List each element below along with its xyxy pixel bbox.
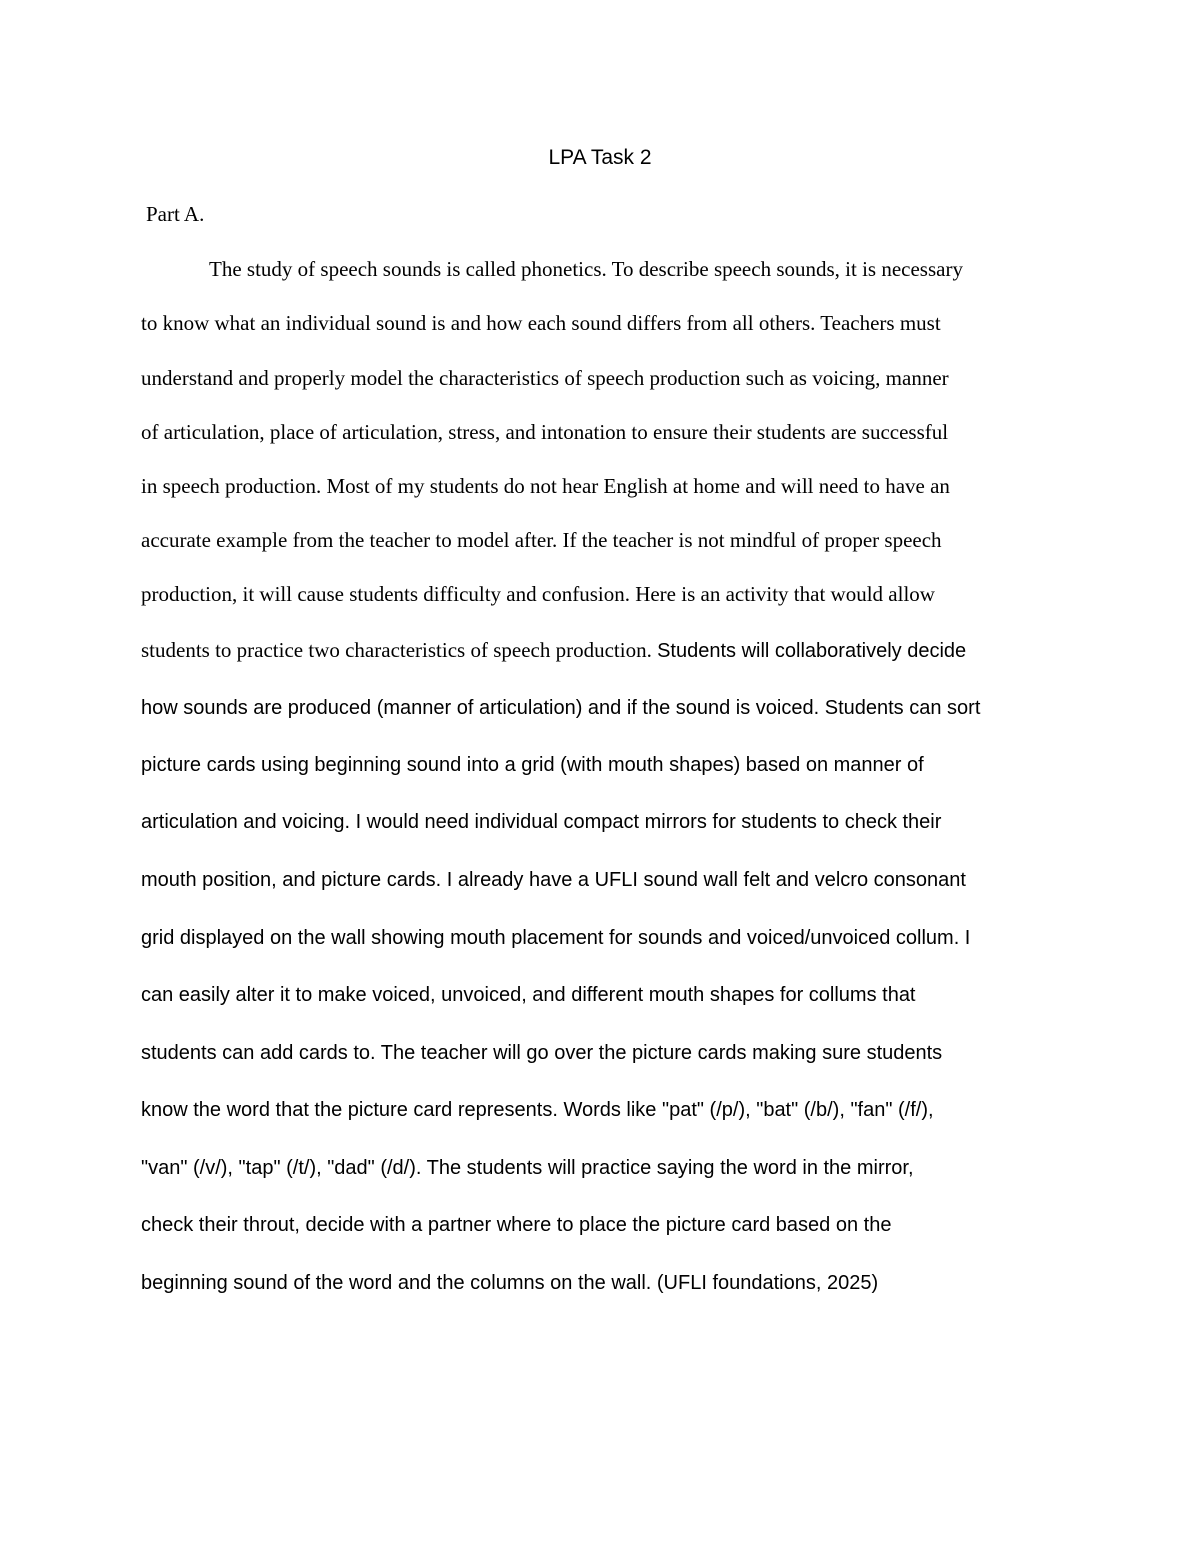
paragraph-line-sans-part: Students will collaboratively decide xyxy=(657,640,967,662)
section-heading: Part A. xyxy=(146,202,205,226)
document-title: LPA Task 2 xyxy=(548,146,652,169)
paragraph-line: grid displayed on the wall showing mouth placement for sounds and voiced/unvoiced collum. I xyxy=(141,927,971,949)
paragraph-line-serif-part: students to practice two characteristics of speech production. xyxy=(141,638,658,662)
paragraph-line-mixed xyxy=(141,636,1071,665)
paragraph-line: understand and properly model the characteristics of speech production such as voicing, manner xyxy=(141,366,949,390)
paragraph-line: check their throut, decide with a partner where to place the picture card based on the xyxy=(141,1214,892,1236)
paragraph-line: students can add cards to. The teacher will go over the picture cards making sure students xyxy=(141,1042,943,1064)
paragraph-line: of articulation, place of articulation, stress, and intonation to ensure their students are successful xyxy=(141,420,949,444)
paragraph-line: production, it will cause students difficulty and confusion. Here is an activity that would allow xyxy=(141,582,935,606)
paragraph-line: accurate example from the teacher to model after. If the teacher is not mindful of proper speech xyxy=(141,528,942,552)
paragraph-line: articulation and voicing. I would need individual compact mirrors for students to check their xyxy=(141,811,942,833)
paragraph-line: The study of speech sounds is called phonetics. To describe speech sounds, it is necessary xyxy=(209,257,963,281)
paragraph-line: can easily alter it to make voiced, unvoiced, and different mouth shapes for collums that xyxy=(141,984,916,1006)
paragraph-line: in speech production. Most of my students do not hear English at home and will need to have an xyxy=(141,474,950,498)
paragraph-line: "van" (/v/), "tap" (/t/), "dad" (/d/). The students will practice saying the word in the mirror, xyxy=(141,1157,914,1179)
paragraph-line: how sounds are produced (manner of articulation) and if the sound is voiced. Students can sort xyxy=(141,697,981,719)
paragraph-line: picture cards using beginning sound into a grid (with mouth shapes) based on manner of xyxy=(141,754,924,776)
paragraph-line: to know what an individual sound is and how each sound differs from all others. Teachers must xyxy=(141,311,941,335)
paragraph-line: know the word that the picture card represents. Words like "pat" (/p/), "bat" (/b/), "fan" (/f/), xyxy=(141,1099,934,1121)
paragraph-line: beginning sound of the word and the columns on the wall. (UFLI foundations, 2025) xyxy=(141,1272,879,1294)
paragraph-line: mouth position, and picture cards. I already have a UFLI sound wall felt and velcro consonant xyxy=(141,869,966,891)
